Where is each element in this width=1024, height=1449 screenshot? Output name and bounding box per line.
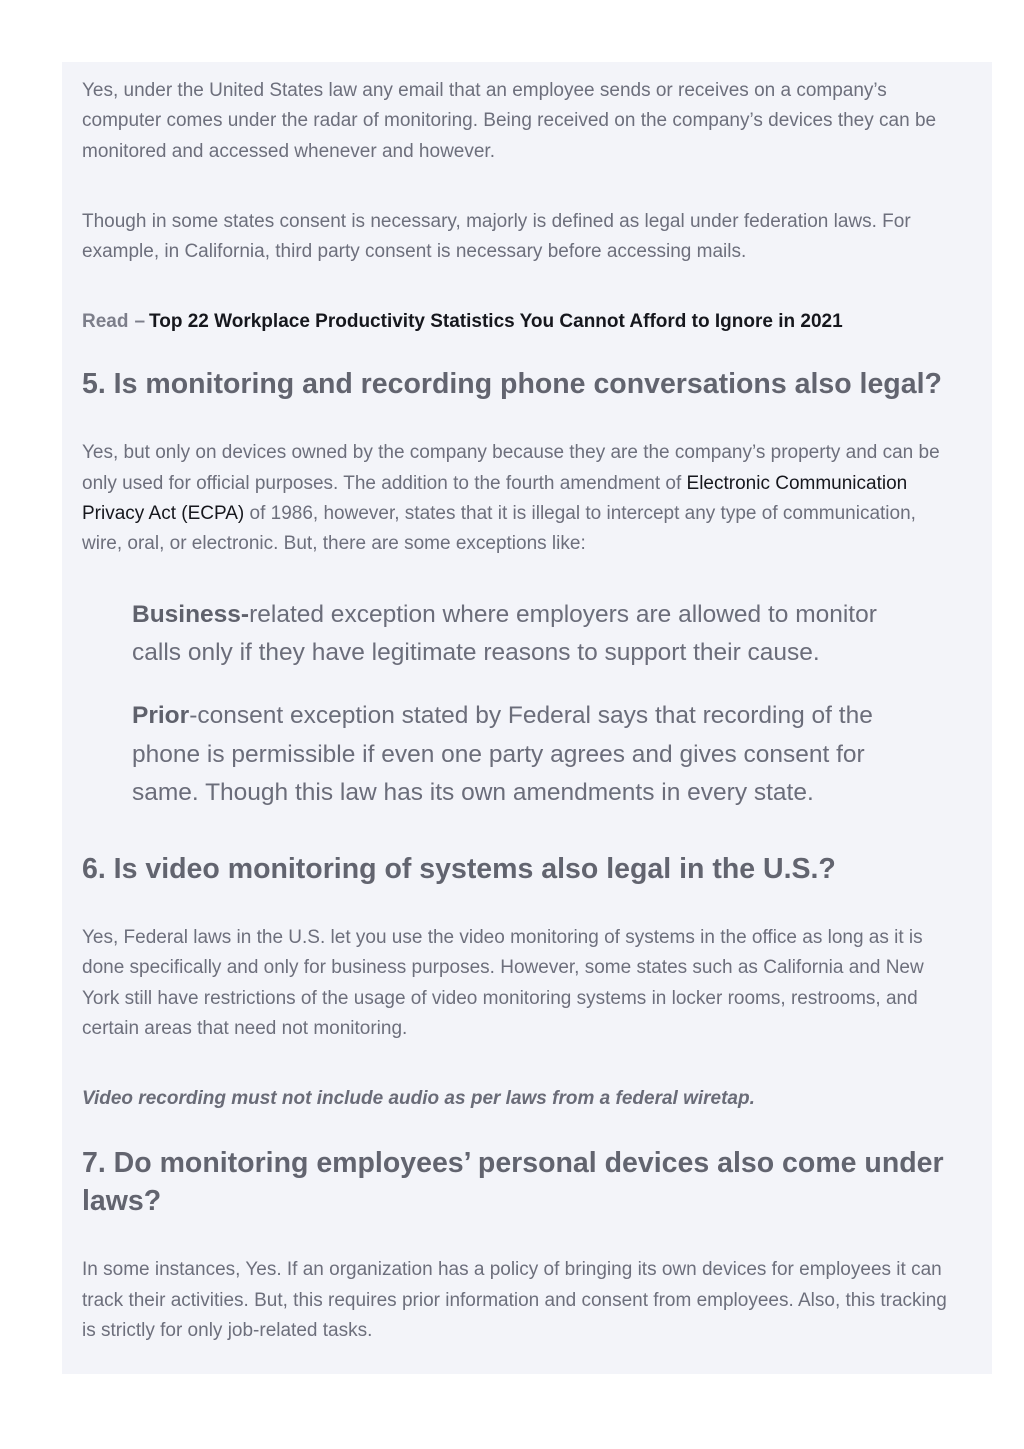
personal-devices-paragraph: In some instances, Yes. If an organization has a policy of bringing its own devices for employees it can track their activities. But, this requires prior information and consent from employees. Also, this tracking is strictly for only job-related tasks. — [82, 1259, 947, 1341]
phone-text-before: Yes, but only on devices owned by the company because they are the company’s property and can be only used for official purposes. The addition to the fourth amendment of — [82, 442, 940, 494]
phone-monitoring-paragraph — [82, 438, 952, 559]
email-monitoring-paragraph: Yes, under the United States law any email that an employee sends or receives on a company’s computer comes under the radar of monitoring. Being received on the company’s devices they can be monitored and accessed whenever and however. — [82, 80, 937, 162]
read-label: Read — [82, 311, 129, 333]
video-monitoring-paragraph: Yes, Federal laws in the U.S. let you use the video monitoring of systems in the office as long as it is done specifically and only for business purposes. However, some states such as California and New York still have restrictions of the usage of video monitoring systems in locker rooms, restrooms, and certain areas that need not monitoring. — [82, 927, 924, 1040]
related-article-link[interactable]: Top 22 Workplace Productivity Statistics You Cannot Afford to Ignore in 2021 — [149, 311, 843, 333]
business-exception-quote — [132, 596, 932, 673]
exceptions-blockquote — [132, 596, 932, 812]
audio-note: Video recording must not include audio as per laws from a federal wiretap. — [82, 1088, 755, 1110]
question-7-heading: 7. Do monitoring employees’ personal devices also come under laws? — [82, 1147, 944, 1218]
question-5-heading: 5. Is monitoring and recording phone conversations also legal? — [82, 368, 942, 401]
ecpa-link[interactable]: Electronic Communication Privacy Act (ECPA) — [82, 472, 908, 525]
prior-consent-label: Prior — [132, 702, 190, 730]
phone-text-after: of 1986, however, states that it is illegal to intercept any type of communication, wire, oral, or electronic. But, there are some exceptions like: — [82, 503, 916, 555]
article-content-card — [62, 62, 992, 1374]
prior-consent-exception-quote — [132, 697, 932, 812]
business-exception-label: Business- — [132, 600, 250, 628]
business-exception-text: related exception where employers are allowed to monitor calls only if they have legitimate reasons to support their cause. — [132, 600, 877, 666]
read-dash: – — [134, 311, 146, 333]
article-body — [82, 76, 952, 1386]
question-6-heading: 6. Is video monitoring of systems also legal in the U.S.? — [82, 853, 836, 886]
state-consent-paragraph: Though in some states consent is necessary, majorly is defined as legal under federation laws. For example, in California, third party consent is necessary before accessing mails. — [82, 210, 911, 263]
prior-consent-text: -consent exception stated by Federal says that recording of the phone is permissible if even one party agrees and gives consent for same. Though this law has its own amendments in every state. — [132, 702, 873, 806]
read-more-line — [82, 307, 952, 337]
